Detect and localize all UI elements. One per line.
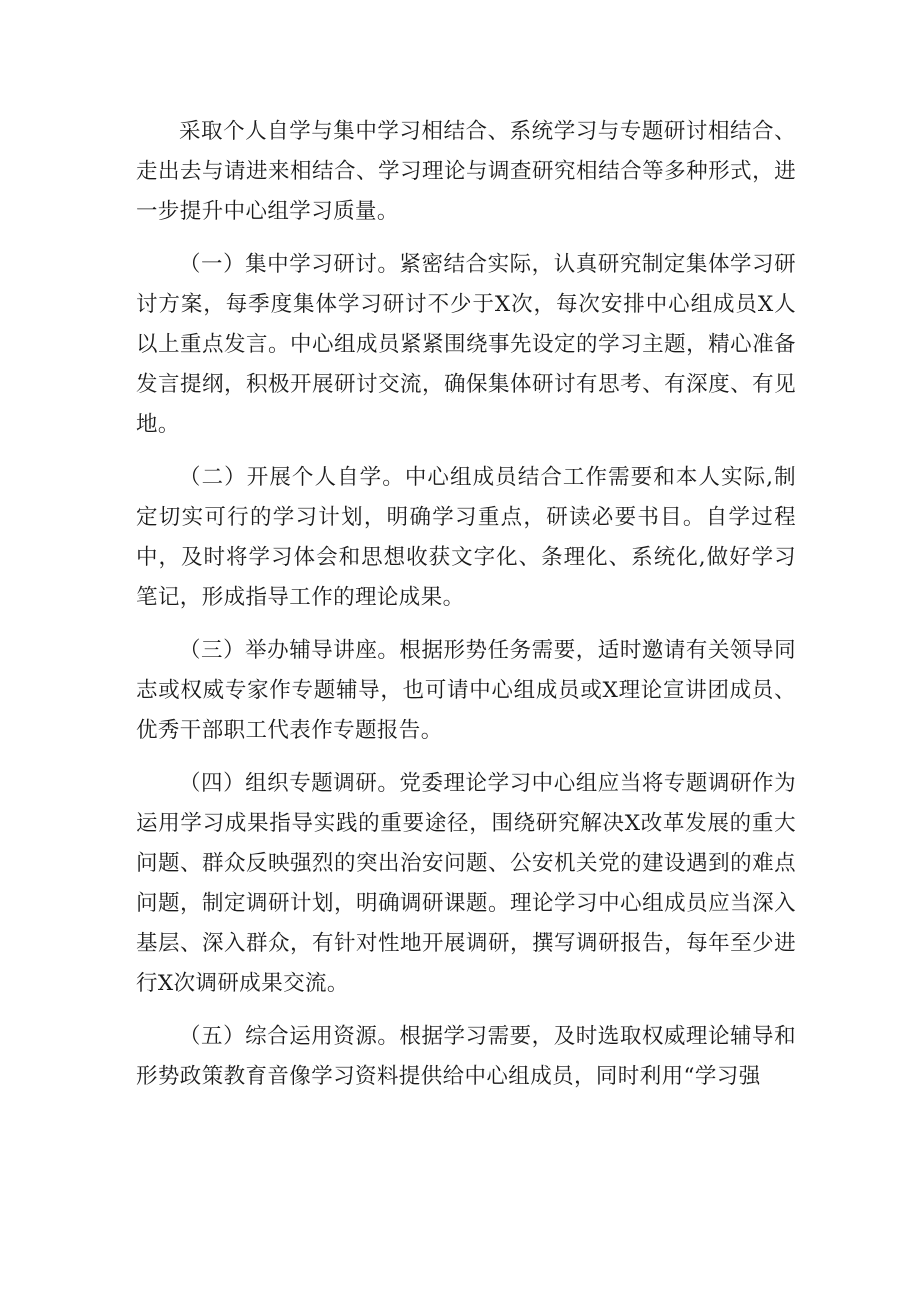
paragraph-intro: 采取个人自学与集中学习相结合、系统学习与专题研讨相结合、走出去与请进来相结合、学习理论与调查研究相结合等多种形式，进一步提升中心组学习质量。 xyxy=(136,119,796,224)
paragraph-section-2: （二）开展个人自学。中心组成员结合工作需要和本人实际,制定切实可行的学习计划，明确学习重点，研读必要书目。自学过程中，及时将学习体会和思想收获文字化、条理化、系统化,做好学习笔记，形成指导工作的理论成果。 xyxy=(136,465,796,610)
paragraph-section-3: （三）举办辅导讲座。根据形势任务需要，适时邀请有关领导同志或权威专家作专题辅导，也可请中心组成员或X理论宣讲团成员、优秀干部职工代表作专题报告。 xyxy=(136,638,796,743)
paragraph-section-1: （一）集中学习研讨。紧密结合实际，认真研究制定集体学习研讨方案，每季度集体学习研讨不少于X次，每次安排中心组成员X人以上重点发言。中心组成员紧紧围绕事先设定的学习主题，精心准备发言提纲，积极开展研讨交流，确保集体研讨有思考、有深度、有见地。 xyxy=(136,252,796,437)
document-body xyxy=(136,112,796,1110)
paragraph-section-4: （四）组织专题调研。党委理论学习中心组应当将专题调研作为运用学习成果指导实践的重要途径，围绕研究解决X改革发展的重大问题、群众反映强烈的突出治安问题、公安机关党的建设遇到的难点问题，制定调研计划，明确调研课题。理论学习中心组成员应当深入基层、深入群众，有针对性地开展调研，撰写调研报告，每年至少进行X次调研成果交流。 xyxy=(136,771,796,996)
paragraph-section-5: （五）综合运用资源。根据学习需要，及时选取权威理论辅导和形势政策教育音像学习资料提供给中心组成员，同时利用“学习强 xyxy=(136,1024,796,1089)
